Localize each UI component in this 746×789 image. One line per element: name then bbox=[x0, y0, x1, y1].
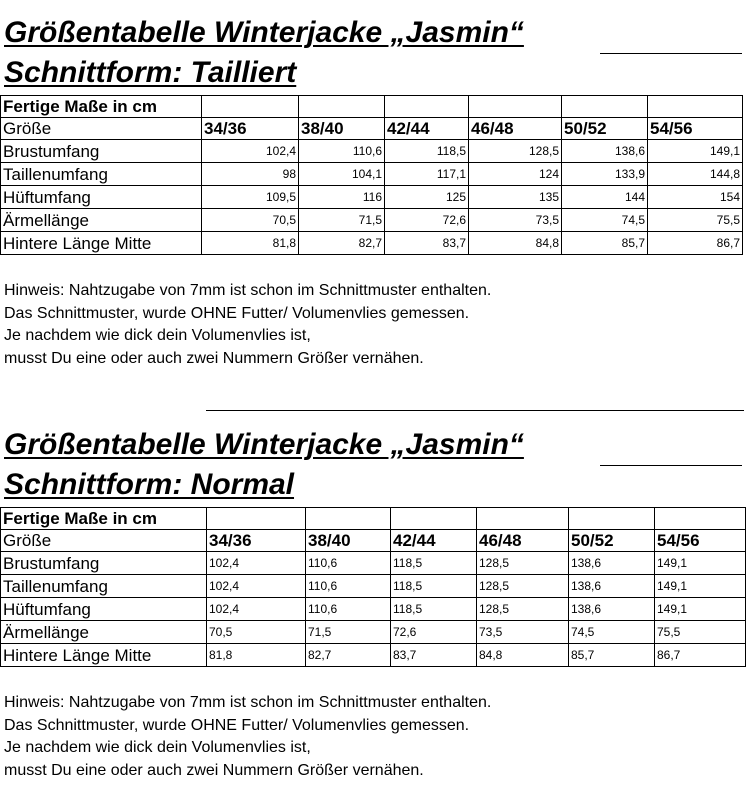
measure-value: 110,6 bbox=[306, 552, 391, 575]
measure-value: 133,9 bbox=[562, 163, 648, 186]
measure-value: 83,7 bbox=[385, 232, 469, 255]
measure-value: 84,8 bbox=[477, 644, 569, 667]
measure-value: 149,1 bbox=[655, 575, 746, 598]
size-header: 42/44 bbox=[385, 118, 469, 140]
note-line: Das Schnittmuster, wurde OHNE Futter/ Volumenvlies gemessen. bbox=[4, 716, 470, 734]
measure-value: 110,6 bbox=[306, 598, 391, 621]
measure-value: 98 bbox=[202, 163, 299, 186]
size-row-label: Größe bbox=[1, 118, 202, 140]
measure-value: 102,4 bbox=[207, 598, 306, 621]
size-header: 34/36 bbox=[207, 530, 306, 552]
table-row bbox=[1, 598, 746, 621]
section1-title-rule bbox=[600, 53, 742, 54]
measure-value: 128,5 bbox=[477, 552, 569, 575]
table-row bbox=[1, 186, 743, 209]
measure-value: 104,1 bbox=[299, 163, 385, 186]
measure-value: 154 bbox=[648, 186, 743, 209]
measure-label: Hintere Länge Mitte bbox=[1, 232, 202, 255]
size-header: 34/36 bbox=[202, 118, 299, 140]
size-header: 54/56 bbox=[648, 118, 743, 140]
measure-value: 138,6 bbox=[569, 575, 655, 598]
table-row bbox=[1, 209, 743, 232]
measure-value: 110,6 bbox=[299, 140, 385, 163]
measure-value: 149,1 bbox=[655, 598, 746, 621]
size-header: 42/44 bbox=[391, 530, 477, 552]
table-row bbox=[1, 644, 746, 667]
table-row bbox=[1, 575, 746, 598]
measure-value: 144,8 bbox=[648, 163, 743, 186]
measure-label: Hintere Länge Mitte bbox=[1, 644, 207, 667]
measure-value: 73,5 bbox=[469, 209, 562, 232]
size-header: 50/52 bbox=[562, 118, 648, 140]
measure-value: 83,7 bbox=[391, 644, 477, 667]
measure-value: 84,8 bbox=[469, 232, 562, 255]
measure-value: 118,5 bbox=[391, 552, 477, 575]
measure-value: 74,5 bbox=[562, 209, 648, 232]
measure-value: 86,7 bbox=[648, 232, 743, 255]
section2-title-rule bbox=[600, 465, 742, 466]
section1-title: Größentabelle Winterjacke „Jasmin“ bbox=[4, 16, 524, 49]
measure-value: 71,5 bbox=[299, 209, 385, 232]
section-divider bbox=[206, 410, 744, 411]
measure-value: 75,5 bbox=[648, 209, 743, 232]
measure-value: 149,1 bbox=[655, 552, 746, 575]
note-line: musst Du eine oder auch zwei Nummern Größer vernähen. bbox=[4, 761, 424, 779]
measure-value: 117,1 bbox=[385, 163, 469, 186]
measure-value: 85,7 bbox=[569, 644, 655, 667]
size-header: 46/48 bbox=[477, 530, 569, 552]
size-header: 38/40 bbox=[299, 118, 385, 140]
measure-value: 110,6 bbox=[306, 575, 391, 598]
table-row bbox=[1, 232, 743, 255]
measure-value: 125 bbox=[385, 186, 469, 209]
measure-value: 138,6 bbox=[569, 552, 655, 575]
measure-value: 144 bbox=[562, 186, 648, 209]
table-row bbox=[1, 118, 743, 140]
note-line: Hinweis: Nahtzugabe von 7mm ist schon im Schnittmuster enthalten. bbox=[4, 694, 492, 711]
note-line: Das Schnittmuster, wurde OHNE Futter/ Volumenvlies gemessen. bbox=[4, 304, 470, 322]
table-row bbox=[1, 621, 746, 644]
size-header: 38/40 bbox=[306, 530, 391, 552]
table-row bbox=[1, 552, 746, 575]
measure-label: Taillenumfang bbox=[1, 163, 202, 186]
measure-label: Ärmellänge bbox=[1, 621, 207, 644]
section1-note bbox=[4, 280, 491, 370]
measure-value: 138,6 bbox=[562, 140, 648, 163]
measure-value: 118,5 bbox=[391, 598, 477, 621]
note-line: musst Du eine oder auch zwei Nummern Größer vernähen. bbox=[4, 349, 424, 367]
size-header: 46/48 bbox=[469, 118, 562, 140]
section2-note bbox=[4, 692, 491, 782]
measure-value: 72,6 bbox=[391, 621, 477, 644]
size-header: 54/56 bbox=[655, 530, 746, 552]
table-row bbox=[1, 140, 743, 163]
note-line: Je nachdem wie dick dein Volumenvlies ist, bbox=[4, 327, 311, 344]
table-row bbox=[1, 163, 743, 186]
measure-label: Taillenumfang bbox=[1, 575, 207, 598]
section1-subtitle: Schnittform: Tailliert bbox=[4, 56, 297, 89]
measure-value: 118,5 bbox=[391, 575, 477, 598]
table-heading: Fertige Maße in cm bbox=[1, 96, 202, 118]
measure-value: 82,7 bbox=[299, 232, 385, 255]
measure-value: 138,6 bbox=[569, 598, 655, 621]
measure-value: 81,8 bbox=[207, 644, 306, 667]
size-header: 50/52 bbox=[569, 530, 655, 552]
measure-value: 128,5 bbox=[477, 598, 569, 621]
measure-label: Hüftumfang bbox=[1, 598, 207, 621]
measure-value: 128,5 bbox=[477, 575, 569, 598]
measure-label: Ärmellänge bbox=[1, 209, 202, 232]
measure-value: 118,5 bbox=[385, 140, 469, 163]
table-heading: Fertige Maße in cm bbox=[1, 508, 207, 530]
note-line: Je nachdem wie dick dein Volumenvlies ist, bbox=[4, 739, 311, 756]
measure-value: 116 bbox=[299, 186, 385, 209]
size-row-label: Größe bbox=[1, 530, 207, 552]
measure-value: 128,5 bbox=[469, 140, 562, 163]
measure-value: 74,5 bbox=[569, 621, 655, 644]
measure-label: Brustumfang bbox=[1, 552, 207, 575]
section2-title: Größentabelle Winterjacke „Jasmin“ bbox=[4, 428, 524, 461]
measure-value: 109,5 bbox=[202, 186, 299, 209]
measure-label: Hüftumfang bbox=[1, 186, 202, 209]
measure-value: 81,8 bbox=[202, 232, 299, 255]
measure-value: 124 bbox=[469, 163, 562, 186]
measure-value: 82,7 bbox=[306, 644, 391, 667]
measure-value: 86,7 bbox=[655, 644, 746, 667]
measure-value: 85,7 bbox=[562, 232, 648, 255]
section2-subtitle: Schnittform: Normal bbox=[4, 468, 295, 501]
section1-size-table bbox=[0, 95, 743, 255]
measure-value: 73,5 bbox=[477, 621, 569, 644]
measure-value: 102,4 bbox=[202, 140, 299, 163]
measure-value: 102,4 bbox=[207, 575, 306, 598]
measure-value: 149,1 bbox=[648, 140, 743, 163]
table-row bbox=[1, 96, 743, 118]
measure-value: 72,6 bbox=[385, 209, 469, 232]
measure-value: 75,5 bbox=[655, 621, 746, 644]
table-row bbox=[1, 530, 746, 552]
measure-value: 70,5 bbox=[207, 621, 306, 644]
measure-label: Brustumfang bbox=[1, 140, 202, 163]
measure-value: 135 bbox=[469, 186, 562, 209]
note-line: Hinweis: Nahtzugabe von 7mm ist schon im Schnittmuster enthalten. bbox=[4, 282, 492, 299]
measure-value: 102,4 bbox=[207, 552, 306, 575]
measure-value: 71,5 bbox=[306, 621, 391, 644]
table-row bbox=[1, 508, 746, 530]
section2-size-table bbox=[0, 507, 746, 667]
measure-value: 70,5 bbox=[202, 209, 299, 232]
